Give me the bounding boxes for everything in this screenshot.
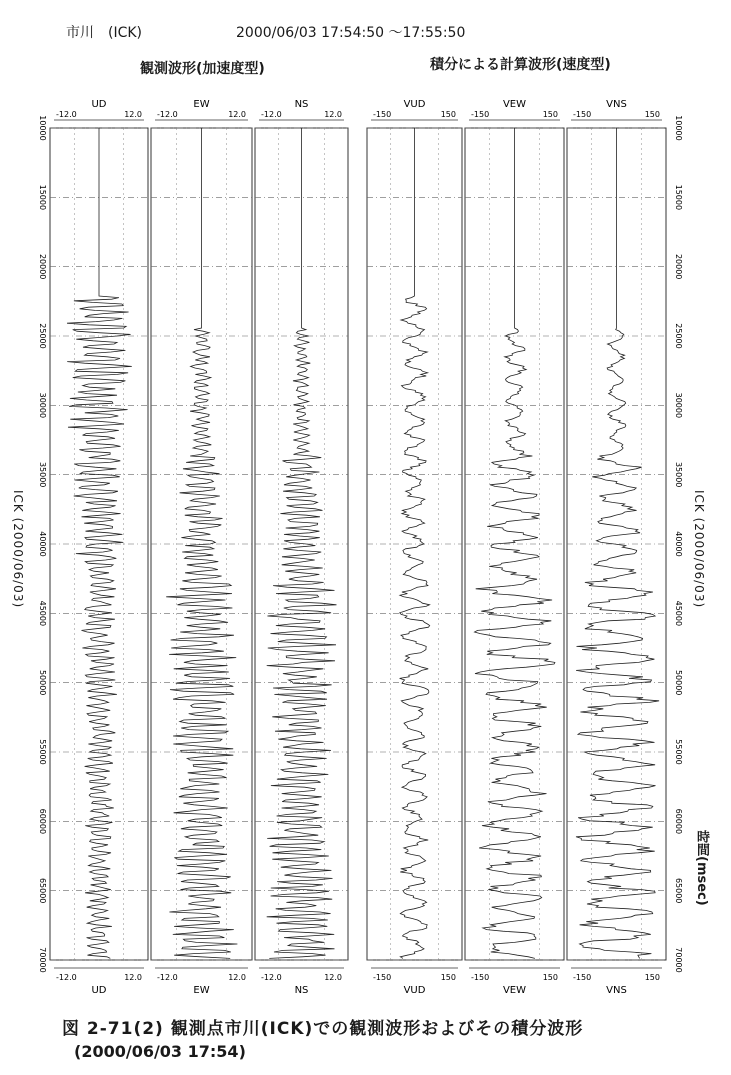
scale-min-label: -150 [471,110,490,119]
waveform-trace [475,128,555,958]
channel-label: NS [294,985,309,996]
y-tick-label: 35000 [38,461,47,488]
y-tick-label: 25000 [38,323,47,349]
scale-min-label: -150 [471,973,490,982]
scale-max-label: 12.0 [124,110,142,119]
scale-min-label: -12.0 [261,973,282,982]
scale-max-label: 12.0 [324,110,342,119]
scale-min-label: -12.0 [157,973,178,982]
y-tick-label: 50000 [674,669,683,696]
channel-label: VEW [502,985,527,996]
y-tick-label: 60000 [674,808,683,835]
y-tick-label: 50000 [38,669,47,696]
y-tick-label: 35000 [674,461,683,488]
scale-min-label: -12.0 [157,110,178,119]
y-tick-label: 45000 [38,600,47,627]
time-axis-label: 時間(msec) [694,830,709,906]
channel-label: VNS [606,985,627,996]
y-tick-label: 15000 [674,184,683,211]
waveform-trace [67,128,132,958]
scale-max-label: 150 [440,110,456,119]
scale-max-label: 150 [644,973,660,982]
scale-max-label: 12.0 [124,973,142,982]
scale-min-label: -12.0 [56,110,77,119]
scale-max-label: 150 [542,110,558,119]
y-tick-label: 65000 [38,877,47,904]
y-tick-label: 55000 [38,739,47,765]
scale-min-label: -150 [573,110,592,119]
channel-label: VUD [403,99,426,110]
scale-min-label: -150 [373,973,392,982]
scale-min-label: -12.0 [56,973,77,982]
scale-max-label: 150 [644,110,660,119]
waveform-trace [400,128,430,958]
y-tick-label: 55000 [674,739,683,765]
channel-label: EW [193,985,210,996]
scale-min-label: -12.0 [261,110,282,119]
channel-label: VNS [606,99,627,110]
y-tick-label: 20000 [674,253,683,280]
scale-max-label: 150 [440,973,456,982]
y-tick-label: 45000 [674,600,683,627]
channel-label: NS [294,99,309,110]
scale-max-label: 12.0 [228,973,246,982]
y-tick-label: 30000 [674,392,683,419]
y-tick-label: 10000 [38,115,47,141]
channel-label: UD [91,99,107,110]
y-tick-label: 15000 [38,184,47,211]
channel-label: VUD [403,985,426,996]
waveform-trace [267,128,337,958]
figure-caption: 図 2-71(2) 観測点市川(ICK)での観測波形およびその積分波形 [62,1019,584,1039]
scale-min-label: -150 [573,973,592,982]
left-side-label: ICK (2000/06/03) [11,490,25,609]
y-tick-label: 30000 [38,392,47,419]
scale-max-label: 12.0 [324,973,342,982]
y-tick-label: 70000 [674,947,683,973]
y-tick-label: 10000 [674,115,683,141]
y-tick-label: 40000 [38,531,47,557]
y-tick-label: 20000 [38,253,47,280]
waveform-trace [576,128,659,958]
time-range: 2000/06/03 17:54:50 〜17:55:50 [236,25,466,41]
y-tick-label: 40000 [674,531,683,557]
y-tick-label: 70000 [38,947,47,973]
y-tick-label: 65000 [674,877,683,904]
y-tick-label: 25000 [674,323,683,349]
right-side-label: ICK (2000/06/03) [692,490,706,609]
integrated-group-title: 積分による計算波形(速度型) [430,57,611,73]
scale-min-label: -150 [373,110,392,119]
y-tick-label: 60000 [38,808,47,835]
scale-max-label: 150 [542,973,558,982]
scale-max-label: 12.0 [228,110,246,119]
channel-label: VEW [502,99,527,110]
channel-label: UD [91,985,107,996]
channel-label: EW [193,99,210,110]
figure-caption-date: (2000/06/03 17:54) [74,1042,246,1061]
station-title: 市川 (ICK) [66,25,143,41]
observed-group-title: 観測波形(加速度型) [140,61,265,77]
